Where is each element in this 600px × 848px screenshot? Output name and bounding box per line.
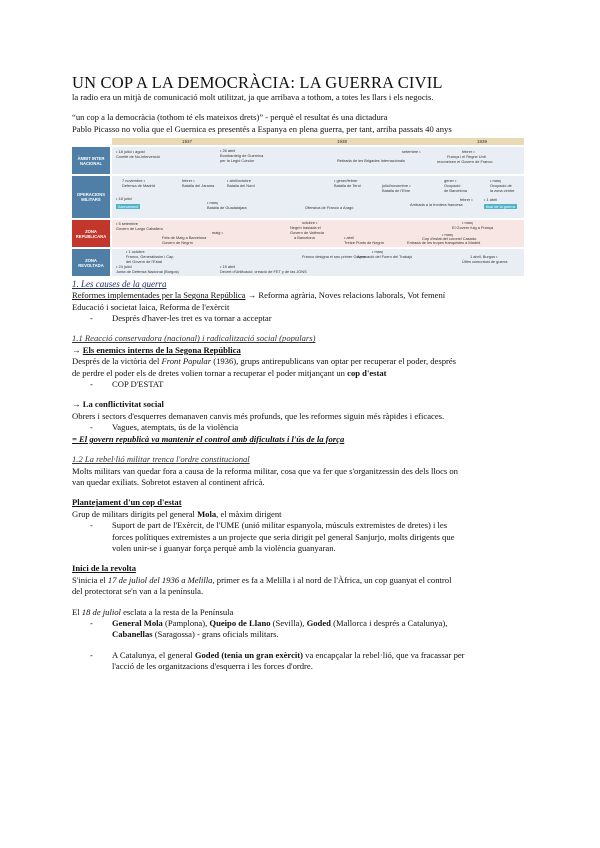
s11-bullet-2-text: Vagues, atemptats, ús de la violència	[112, 422, 239, 433]
quote-line: “un cop a la democràcia (tothom té els mateixos drets)” - perquè el resultat és una dictadura	[72, 112, 388, 123]
timeline-event: febrer •	[182, 178, 195, 184]
timeline-row-label: ÀMBIT INTER NACIONAL	[72, 147, 110, 174]
generals-bullet: - General Mola (Pamplona), Queipo de Llano (Sevilla), Goded (Mallorca i després a Catalunya),	[90, 617, 448, 628]
timeline-tag-end: final de la guerra	[486, 204, 515, 210]
timeline-event: • abril/octubre	[227, 178, 251, 184]
s11-conclusion: = El govern republicà va mantenir el control amb dificultats i l'ús de la força	[72, 433, 345, 444]
s11-p2a: de perdre el poder els de dretes volien tornar a recuperar el poder mitjançant un	[72, 367, 348, 378]
timeline-event: Ofensiva de Franco a Aragó	[305, 205, 354, 211]
timeline-band	[112, 249, 524, 276]
gen-t3: (Mallorca i després a Catalunya),	[330, 617, 448, 628]
timeline-band	[112, 176, 524, 218]
timeline-event: febrer •	[460, 197, 473, 203]
plantejament-text	[72, 509, 528, 520]
timeline-event: • 19 abril	[220, 264, 236, 270]
s1-line1-rest: → Reforma agrària, Noves relacions laborals, Vot femení	[245, 290, 446, 301]
s1-bullet: - Després d'haver-les tret es va tornar a acceptar	[90, 313, 272, 324]
timeline-row-label: ZONA REVOLTADA	[72, 249, 110, 276]
s1-line2: Educació i societat laica, Reforma de l'exèrcit	[72, 301, 230, 312]
timeline-row-international	[72, 147, 524, 174]
timeline-event: Fets de Maig a Barcelona	[162, 235, 207, 241]
inici-line2: del protectorat se'n van a la península.	[72, 586, 204, 597]
timeline-event: del Govern de l'Estat	[126, 259, 162, 265]
section-1-heading: 1. Les causes de la guerra	[72, 279, 167, 290]
timeline-event: • 18 juliol	[116, 196, 132, 202]
plant-mola: Mola	[197, 508, 217, 519]
el-18-juliol	[72, 607, 528, 618]
timeline-event: Govern de Negrín	[162, 240, 193, 246]
timeline-event: Defensa de Madrid	[122, 183, 155, 189]
timeline-event: Comitè de No-intervenció	[116, 154, 160, 160]
s12-p1: Molts militars van quedar fora a causa de la reforma militar, cosa que va fer que s'organitzessin des dels llocs on	[72, 465, 458, 476]
cat-goded: Goded (tenia un gran exèrcit)	[194, 649, 304, 660]
s1-line1	[72, 290, 528, 301]
general-mola: General Mola	[112, 617, 163, 628]
s11-p2	[72, 368, 528, 379]
timeline-event: Govern de València	[290, 230, 324, 236]
timeline-event: Junta de Defensa Nacional (Burgos)	[116, 269, 179, 275]
s11-p1-italic: Front Popular	[161, 356, 212, 367]
timeline-year: 1939	[477, 139, 488, 145]
timeline-event: maig •	[212, 230, 223, 236]
timeline-event: gener •	[444, 178, 457, 184]
timeline-event: Batalla de Guadalajara	[207, 205, 247, 211]
section-1-1-heading: 1.1 Reacció conservadora (nacional) i radicalització social (populars)	[72, 333, 316, 344]
generals-line2	[72, 629, 528, 640]
el-a: El	[72, 606, 82, 617]
inici-a: S'inicia el	[72, 574, 108, 585]
picasso-line: Pablo Picasso no volia que el Guernica es presentés a Espanya en plena guerra, per tant, arriba passats 40 anys	[72, 123, 452, 134]
arrow-icon: →	[72, 399, 83, 410]
general-goded: Goded	[306, 617, 331, 628]
timeline-event: Franco designa el seu primer Govern	[302, 254, 367, 260]
timeline-event: Últim comunicat de guerra	[462, 259, 508, 265]
timeline-event: Tretze Punts de Negrín	[344, 240, 385, 246]
document-page	[72, 74, 528, 673]
gen-t1: (Pamplona),	[162, 617, 210, 628]
timeline-event: febrer •	[462, 149, 475, 155]
timeline-event: Arribada a la frontera francesa	[410, 202, 463, 208]
timeline-event: • abril	[344, 235, 354, 241]
s11-p1a: Després de la victòria del	[72, 356, 162, 367]
timeline-event: • març	[462, 220, 474, 226]
plant-c: , el màxim dirigent	[216, 508, 282, 519]
timeline-event: reconeixen el Govern de Franco	[437, 159, 493, 165]
timeline-row-military	[72, 176, 524, 218]
timeline-year: 1937	[182, 139, 193, 145]
timeline-event: Entrada de les tropes franquistes a Madrid	[407, 240, 481, 246]
plant-a: Grup de militars dirigits pel general	[72, 508, 198, 519]
timeline-years-bar	[112, 138, 524, 145]
timeline-event: • març	[490, 178, 502, 184]
timeline-event: • 1 octubre	[126, 249, 145, 255]
s11-p1b: (1936), grups antirepublicans van optar per recuperar el poder, després	[211, 356, 457, 367]
timeline-event: Cop d'estat del coronel Casado.	[422, 236, 478, 242]
page-title: UN COP A LA DEMOCRÀCIA: LA GUERRA CIVIL	[72, 73, 443, 92]
timeline-event: Batalla de l'Ebre	[382, 188, 411, 194]
timeline-tag-uprising: Aixecament	[118, 204, 139, 210]
timeline-event: Govern de Largo Caballero	[116, 226, 163, 232]
timeline-event: El Govern fuig a França	[452, 225, 494, 231]
s11-subheading-2	[72, 399, 528, 410]
timeline-band	[112, 147, 524, 174]
timeline-event: 1 abril, Burgos •	[470, 254, 498, 260]
civil-war-timeline	[72, 138, 524, 276]
el-date: 18 de juliol	[81, 606, 121, 617]
s11-bullet: - COP D'ESTAT	[90, 379, 164, 390]
timeline-row-republican	[72, 220, 524, 247]
general-cabanellas: Cabanellas	[112, 629, 153, 640]
timeline-event: • gener/febrer	[334, 178, 358, 184]
s11-subheading-2-text: La conflictivitat social	[82, 399, 164, 410]
s1-reforms-link-text: Reformes implementades per la Segona República	[72, 290, 246, 301]
timeline-event: • 5 setembre	[116, 221, 138, 227]
plantejament-heading: Plantejament d'un cop d'estat	[72, 497, 182, 508]
gen-t4: (Saragossa) - grans oficials militars.	[152, 629, 279, 640]
plantejament-bullet: - Suport de part de l'Exèrcit, de l'UME (unió militar espanyola, músculs extremistes de dretes) i les	[90, 520, 448, 531]
inici-b: , primer es fa a Melilla i al nord de l'Àfrica, un cop guanyat el control	[212, 574, 452, 585]
timeline-event: • març	[372, 249, 384, 255]
s11-bullet-text: COP D'ESTAT	[112, 379, 164, 390]
s11-subheading-text: Els enemics interns de la Segona República	[82, 344, 241, 355]
s11-p2-bold: cop d'estat	[347, 367, 387, 378]
timeline-event: Franco, Generalíssim i Cap	[126, 254, 174, 260]
inici-heading: Inici de la revolta	[72, 563, 137, 574]
timeline-event: juliol/novembre •	[382, 183, 411, 189]
plant-bullet-line3: volen unir-se i guanyar força perquè amb la violència guanyaran.	[112, 542, 336, 553]
timeline-event: Batalla de Terol	[334, 183, 361, 189]
timeline-row-rebel	[72, 249, 524, 276]
timeline-year: 1938	[337, 139, 348, 145]
timeline-event: França i el Regne Unit	[447, 154, 486, 160]
timeline-event: per la Legió Còndor	[220, 158, 255, 164]
timeline-row-label: ZONA REPUBLICANA	[72, 220, 110, 247]
intro-text: la radio era un mitjà de comunicació molt utilitzat, ja que arribava a tothom, a totes les llars i els negocis.	[72, 92, 434, 102]
cat-c: va encapçalar la rebel·lió, que va fracassar per	[303, 649, 465, 660]
timeline-row-label: OPERACIONS MILITARS	[72, 176, 110, 218]
timeline-event: • 1 abril	[484, 197, 498, 203]
s12-p2: van quedar exiliats. Sobretot estaven al continent africà.	[72, 476, 265, 487]
s1-bullet-text: Després d'haver-les tret es va tornar a acceptar	[112, 313, 272, 324]
plant-bullet-line1: Suport de part de l'Exèrcit, de l'UME (unió militar espanyola, músculs extremistes de dretes) i les	[112, 520, 448, 531]
timeline-event: setembre •	[402, 149, 421, 155]
timeline-event: Batalla del Jarama	[182, 183, 215, 189]
timeline-event: Bombardeig de Guernica	[220, 153, 264, 159]
inici-text	[72, 575, 528, 586]
timeline-event: a Barcelona	[294, 235, 315, 241]
catalunya-bullet: - A Catalunya, el general Goded (tenia un gran exèrcit) va encapçalar la rebel·lió, que va fracassar per	[90, 649, 465, 660]
plant-bullet-line2: forces polítiques extremistes a un projecte que seria dirigit pel general Sanjurjo, molts dirigents que	[112, 531, 455, 542]
general-queipo: Queipo de Llano	[209, 617, 271, 628]
cat-a: A Catalunya, el general	[112, 649, 195, 660]
arrow-icon: →	[72, 344, 83, 355]
timeline-event: • 26 abril	[220, 148, 236, 154]
s11-p3: Obrers i sectors d'esquerres demanaven canvis més profunds, que les reformes siguin més ràpides i eficaces.	[72, 410, 445, 421]
timeline-event: • març	[207, 200, 219, 206]
section-1-2-heading: 1.2 La rebel·lió militar trenca l'ordre constitucional	[72, 454, 250, 465]
timeline-event: Aprovació del Fuero del Trabajo	[357, 254, 413, 260]
timeline-event: Batalla del Nord	[227, 183, 255, 189]
timeline-event: Retirada de les Brigades Internacionals	[337, 158, 405, 164]
s11-subheading	[72, 345, 528, 356]
timeline-event: • 18 juliol • agost	[116, 149, 145, 155]
timeline-event: Ocupació	[444, 183, 461, 189]
gen-t2: (Sevilla),	[270, 617, 307, 628]
timeline-event: de Barcelona	[444, 188, 467, 194]
timeline-event: • 24 juliol	[116, 264, 132, 270]
inici-date: 17 de juliol del 1936 a Melilla	[107, 574, 213, 585]
timeline-event: 7 novembre •	[122, 178, 145, 184]
catalunya-line2: l'acció de les organitzacions d'esquerra i les forces d'ordre.	[112, 661, 313, 672]
timeline-event: la zona centre	[490, 188, 515, 194]
s11-p1	[72, 356, 528, 367]
timeline-event: Negrín traslada el	[290, 225, 321, 231]
timeline-event: • març	[442, 232, 454, 238]
s11-bullet-2: - Vagues, atemptats, ús de la violència	[90, 422, 239, 433]
timeline-event: Decret d'Unificació: creació de FET y de las JONS	[220, 269, 307, 275]
timeline-band	[112, 220, 524, 247]
timeline-event: Ocupació de	[490, 183, 512, 189]
el-b: esclata a la resta de la Península	[120, 606, 234, 617]
timeline-event: octubre •	[302, 220, 318, 226]
